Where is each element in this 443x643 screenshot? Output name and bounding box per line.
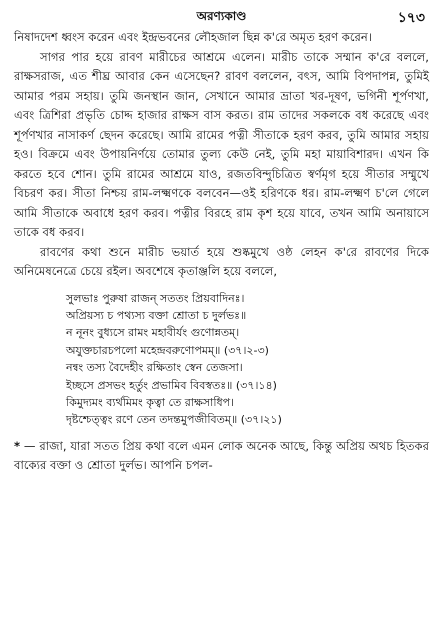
verse-line: নন্বং তস্য বৈদেহীং রক্ষিতাং স্বেন তেজসা। xyxy=(66,361,243,375)
verse-line: অযুক্তচারচপলো মহেন্দ্রবরুণোপমম্॥ (৩৭।২-৩) xyxy=(66,343,269,357)
verse-line: অপ্রিয়স্য চ পথ্যস্য বক্তা শ্রোতা চ দুর্লভঃ॥ xyxy=(66,308,247,322)
footnote-marker: * xyxy=(14,438,21,453)
paragraph: রাবণের কথা শুনে মারীচ ভয়ার্ত হয়ে শুষ্কমুখে ওষ্ঠ লেহন ক'রে রাবণের দিকে অনিমেষনেত্রে চেয়ে রইল। অবশেষে কৃতাঞ্জলি হয়ে বললে, xyxy=(14,244,429,278)
sanskrit-verses xyxy=(66,290,429,429)
page-number: ১৭৩ xyxy=(397,10,425,26)
footnote-text: — রাজা, যারা সতত প্রিয় কথা বলে এমন লোক অনেক আছে, কিন্তু অপ্রিয় অথচ হিতকর বাক্যের বক্তা ও শ্রোতা দুর্লভ। আপনি চপল- xyxy=(14,438,430,473)
page-header xyxy=(14,6,429,28)
paragraph: নিষাদদেশ ধ্বংস করেন এবং ইন্দ্রভবনের লৌহজাল ছিন্ন ক'রে অমৃত হরণ করেন। xyxy=(14,30,372,44)
verse-line: ইচ্ছসে প্রসভং হর্তুং প্রভামিব বিবস্বতঃ॥ (৩৭।১৪) xyxy=(66,378,277,392)
verse-line: সুলভাঃ পুরুষা রাজন্ সততং প্রিয়বাদিনঃ। xyxy=(66,291,245,305)
verse-line: দৃষ্টশ্চেত্ত্বং রণে তেন তদন্তমুপজীবিতম্॥ (৩৭।২১) xyxy=(66,413,282,427)
verse-line: ন নূনং বুধ্যসে রামং মহাবীর্যং গুণোন্নতম্। xyxy=(66,326,240,340)
footnote xyxy=(14,437,429,476)
body-text xyxy=(14,28,429,282)
verse-line: কিমুদ্যমং ব্যর্থমিমং কৃত্বা তে রাক্ষসাধিপ। xyxy=(66,395,235,409)
running-title: অরণ্যকাণ্ড xyxy=(196,9,247,23)
paragraph: সাগর পার হয়ে রাবণ মারীচের আশ্রমে এলেন। মারীচ তাকে সম্মান ক'রে বললে, রাক্ষসরাজ, এত শীঘ্র আবার কেন এসেছেন? রাবণ বললেন, বৎস, আমি বিপদাপন্ন, তুমিই আমার পরম সহায়। তুমি জনস্থান জান, সেখানে আমার ভ্রাতা খর-দূষণ, ভগিনী শূর্পণখা, এবং ত্রিশিরা প্রভৃতি চোদ্দ হাজার রাক্ষস বাস করত। রাম তাদের সকলকে বধ করেছে এবং শূর্পণখার নাসাকর্ণ ছেদন করেছে। আমি রামের পত্নী সীতাকে হরণ করব, তুমি আমার সহায় হও। বিক্রমে এবং উপায়নির্ণয়ে তোমার তুল্য কেউ নেই, তুমি মহা মায়াবিশারদ। এখন কি করতে হবে শোন। তুমি রামের আশ্রমে যাও, রজতবিন্দুচিত্রিত স্বর্ণমৃগ হয়ে সীতার সম্মুখে বিচরণ কর। সীতা নিশ্চয় রাম-লক্ষ্মণকে বলবেন—ওই হরিণকে ধর। রাম-লক্ষ্মণ চ'লে গেলে আমি সীতাকে অবাধে হরণ করব। পত্নীর বিরহে রাম কৃশ হয়ে যাবে, তখন আমি অনায়াসে তাকে বধ করব। xyxy=(14,49,429,239)
